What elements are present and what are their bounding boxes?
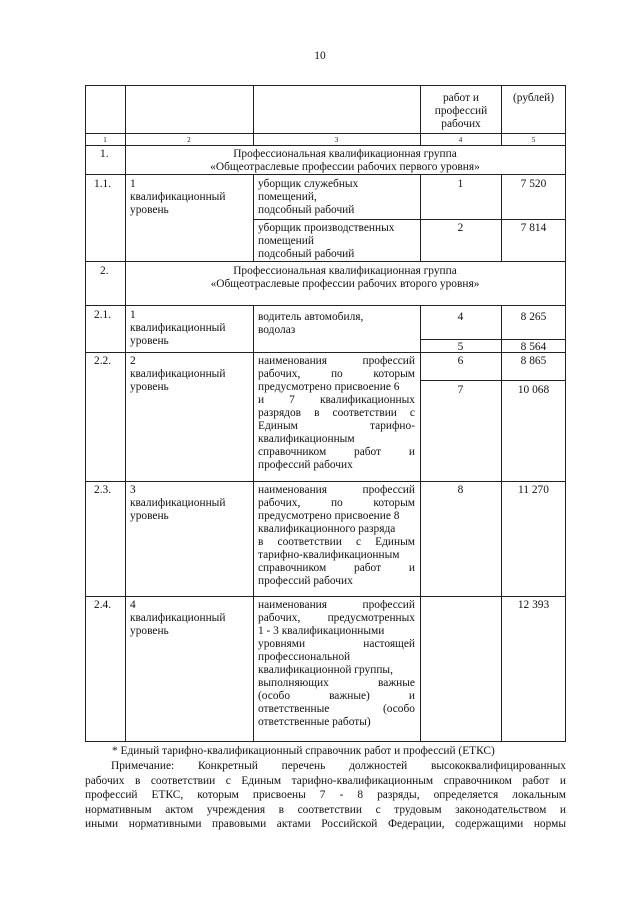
header-col5: (рублей) [512, 92, 555, 104]
row-1-1-job-2: уборщик производственных помещений подсобный рабочий [258, 222, 395, 260]
row-2-4-salary: 12 393 [517, 599, 550, 611]
row-2-2-salary-2: 10 068 [517, 384, 550, 396]
row-1-1-level: 1 квалификационный уровень [130, 178, 226, 216]
row-2-1-grade-1: 4 [457, 311, 464, 323]
row-2-4-number: 2.4. [94, 599, 112, 611]
col-number-4: 4 [458, 136, 463, 144]
group2-title: Профессиональная квалификационная группа «Общеотраслевые профессии рабочих второго уровня» [210, 265, 480, 290]
row-1-1-grade-1: 1 [457, 178, 464, 190]
col-number-5: 5 [531, 136, 536, 144]
row-2-2-grade-1: 6 [457, 355, 464, 367]
row-2-3-level: 3 квалификационный уровень [130, 484, 226, 522]
row-1-1-job-1: уборщик служебных помещений, подсобный рабочий [258, 178, 359, 216]
row-1-1-salary-2: 7 814 [520, 222, 547, 234]
row-2-1-salary-2: 8 564 [520, 341, 547, 353]
group1-number: 1. [100, 148, 109, 160]
row-2-1-grade-2: 5 [457, 341, 464, 353]
col-number-2: 2 [187, 136, 191, 144]
row-2-2-job: наименования профессий рабочих, по которым предусмотрено присвоение 6 и 7 квалификационных разрядов в соответствии с Единым тарифно- квалификационным справочником работ и профессий рабочих [258, 355, 415, 471]
row-2-3-job: наименования профессий рабочих, по которым предусмотрено присвоение 8 квалификационного разряда в соответствии с Единым тарифно-квалификационным справочником работ и профессий рабочих [258, 484, 415, 587]
row-1-1-salary-1: 7 520 [520, 178, 547, 190]
row-2-1-level: 1 квалификационный уровень [130, 309, 226, 347]
row-2-4-level: 4 квалификационный уровень [130, 599, 226, 637]
row-2-1-salary-1: 8 265 [520, 311, 547, 323]
page-number: 10 [314, 50, 326, 62]
row-2-2-level: 2 квалификационный уровень [130, 355, 226, 393]
row-2-4-job: наименования профессий рабочих, предусмотренных 1 - 3 квалификационными уровнями настоящей профессиональной квалификационной группы, выполняющих важные (особо важные) и ответственные (особо ответственные работы) [258, 599, 415, 728]
row-2-3-number: 2.3. [94, 484, 112, 496]
footnote: * Единый тарифно-квалификационный справочник работ и профессий (ЕТКС) [112, 745, 495, 757]
row-2-2-number: 2.2. [94, 355, 112, 367]
row-2-3-salary: 11 270 [518, 484, 549, 496]
row-2-1-job: водитель автомобиля, водолаз [258, 311, 364, 336]
row-2-3-grade: 8 [457, 484, 464, 496]
row-2-2-salary-1: 8 865 [520, 355, 547, 367]
row-1-1-grade-2: 2 [457, 222, 464, 234]
row-2-2-grade-2: 7 [457, 384, 464, 396]
note-paragraph: Примечание: Конкретный перечень должностей высококвалифицированных рабочих в соответствии с Единым тарифно-квалификационным справочником работ и профессий ЕТКС, которым присвоены 7 - 8 разряды, определяется локальным нормативным актом учреждения в соответствии с трудовым законодательством и иными нормативными правовыми актами Российской Федерации, содержащими нормы [85, 760, 566, 830]
col-number-1: 1 [103, 136, 107, 144]
col-number-3: 3 [334, 136, 339, 144]
row-1-1-number: 1.1. [94, 178, 112, 190]
group1-title: Профессиональная квалификационная группа «Общеотраслевые профессии рабочих первого уровня» [210, 148, 480, 173]
row-2-1-number: 2.1. [94, 309, 112, 321]
header-col4: работ и профессий рабочих [434, 92, 488, 130]
group2-number: 2. [100, 265, 109, 277]
